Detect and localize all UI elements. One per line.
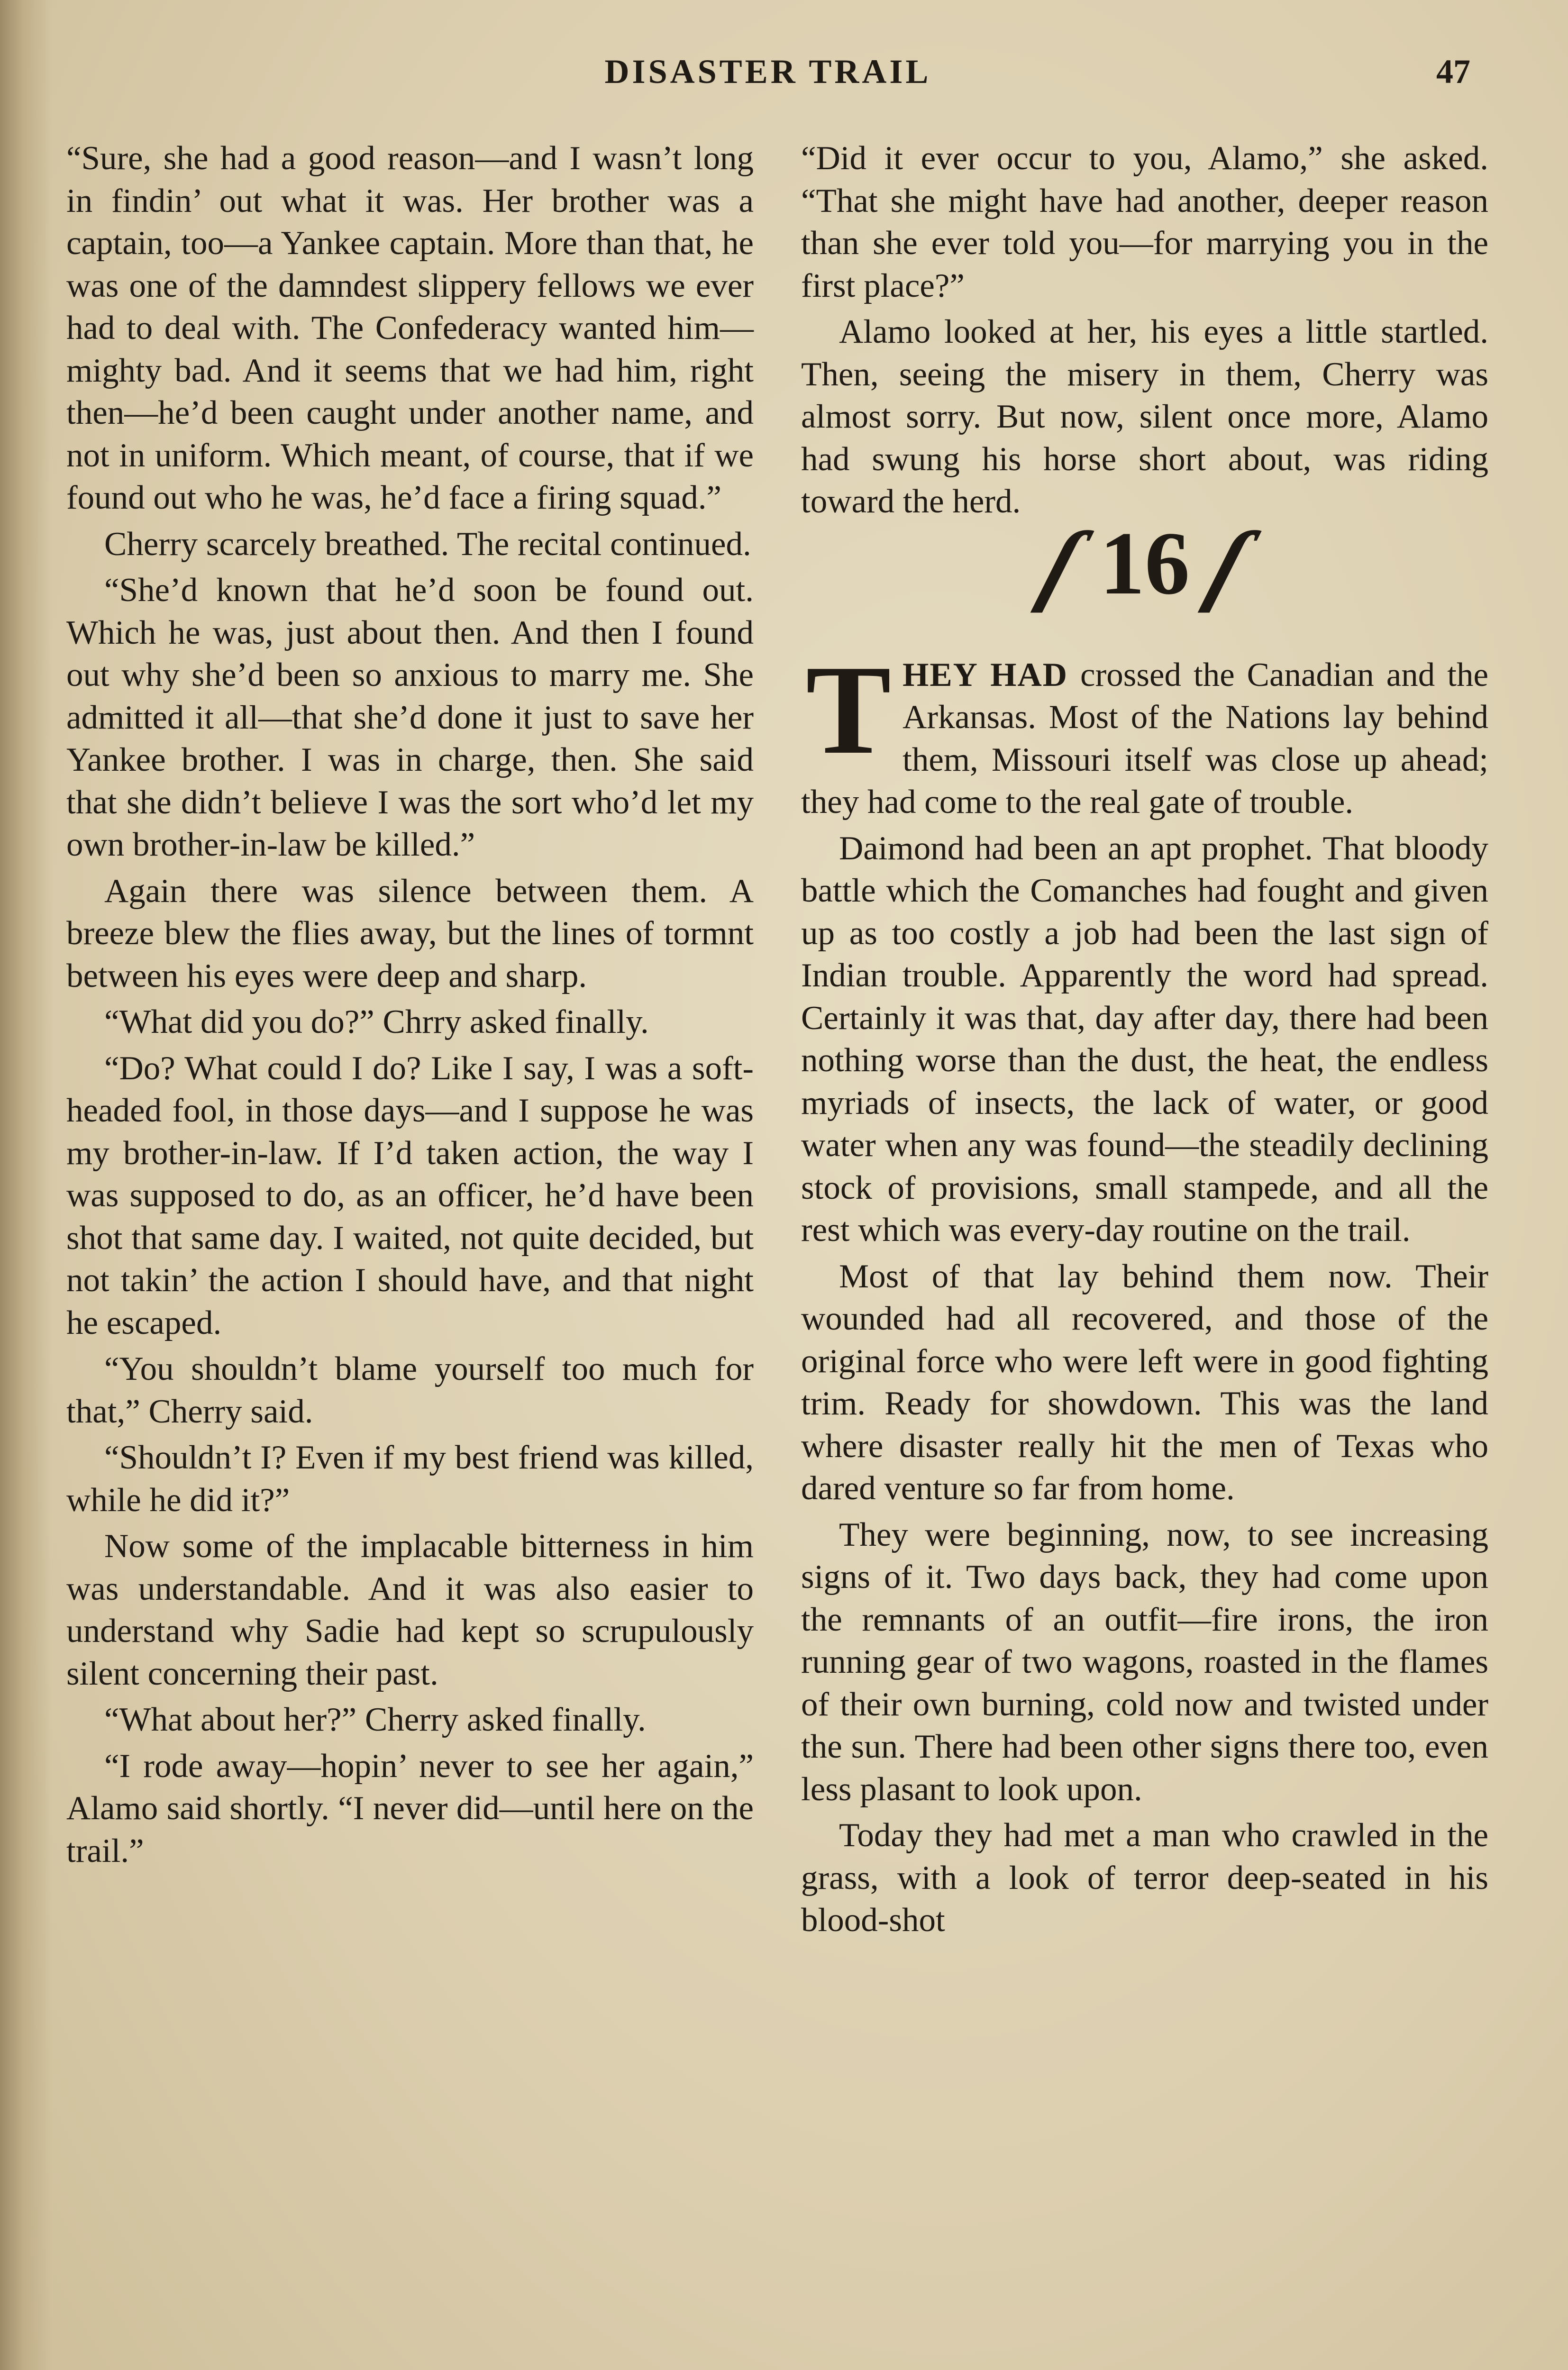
chapter-opening-paragraph bbox=[801, 638, 1489, 824]
paragraph: “Shouldn’t I? Even if my best friend was killed, while he did it?” bbox=[66, 1439, 754, 1519]
paragraph: “Do? What could I do? Like I say, I was a soft-headed fool, in those days—and I suppose he was my brother-in-law. If I’d taken action, the way I was supposed to do, as an officer, he’d have been shot that same day. I waited, not quite decided, but not takin’ the action I should have, and that night he escaped. bbox=[66, 1049, 754, 1341]
paragraph: Cherry scarcely breathed. The recital continued. bbox=[104, 525, 751, 563]
paragraph: “You shouldn’t blame yourself too much for that,” Cherry said. bbox=[66, 1350, 754, 1430]
paragraph: Again there was silence between them. A breeze blew the flies away, but the lines of tormnt between his eyes were deep and sharp. bbox=[66, 872, 754, 994]
right-column bbox=[801, 137, 1488, 1946]
paragraph: “I rode away—hopin’ never to see her again,” Alamo said shortly. “I never did—until here on the trail.” bbox=[66, 1747, 754, 1869]
chapter-heading bbox=[801, 514, 1488, 635]
page-gutter-shadow bbox=[0, 0, 52, 2370]
paragraph: Today they had met a man who crawled in the grass, with a look of terror deep-seated in his blood-shot bbox=[801, 1817, 1488, 1939]
paragraph: “Sure, she had a good reason—and I wasn’t long in findin’ out what it was. Her brother was a captain, too—a Yankee captain. More than that, he was one of the damndest slippery fellows we ever had to deal with. The Confederacy wanted him—mighty bad. And it seems that we had him, right then—he’d been caught under another name, and not in uniform. Which meant, of course, that if we found out who he was, he’d face a firing squad.” bbox=[66, 140, 754, 516]
paragraph: “What did you do?” Chrry asked finally. bbox=[104, 1003, 649, 1040]
page-number: 47 bbox=[1436, 53, 1470, 91]
left-column bbox=[66, 137, 754, 1876]
running-title: DISASTER TRAIL bbox=[604, 53, 931, 91]
paragraph: Alamo looked at her, his eyes a little startled. Then, seeing the misery in them, Cherry was almost sorry. But now, silent once more, Alamo had swung his horse short about, was riding toward the herd. bbox=[801, 313, 1488, 520]
running-header bbox=[0, 47, 1568, 100]
paragraph: Most of that lay behind them now. Their wounded had all recovered, and those of the original force who were left were in good fighting trim. Ready for showdown. This was the land where disaster really hit the men of Texas who dared venture so far from home. bbox=[801, 1258, 1488, 1507]
opening-text: crossed the Canadian and the Arkansas. Most of the Nations lay behind them, Missouri itself was close up ahead; they had come to the real gate of trouble. bbox=[801, 656, 1489, 820]
drop-cap: T bbox=[806, 638, 892, 781]
chapter-number: 16 bbox=[1100, 514, 1190, 614]
opening-caps: HEY HAD bbox=[903, 656, 1068, 693]
paragraph: Now some of the implacable bitterness in him was understandable. And it was also easier to understand why Sadie had kept so scrupulously silent concerning their past. bbox=[66, 1528, 754, 1692]
paragraph: “What about her?” Cherry asked finally. bbox=[104, 1701, 646, 1738]
ornament-swash-right-icon: ſ bbox=[1197, 514, 1260, 614]
paragraph: “Did it ever occur to you, Alamo,” she asked. “That she might have had another, deeper reason than she ever told you—for marrying you in the first place?” bbox=[801, 140, 1488, 304]
paragraph: “She’d known that he’d soon be found out. Which he was, just about then. And then I found out why she’d been so anxious to marry me. She admitted it all—that she’d done it just to save her Yankee brother. I was in charge, then. She said that she didn’t believe I was the sort who’d let my own brother-in-law be killed.” bbox=[66, 572, 754, 863]
paragraph: They were beginning, now, to see increasing signs of it. Two days back, they had come upon the remnants of an outfit—fire irons, the iron running gear of two wagons, roasted in the flames of their own burning, cold now and twisted under the sun. There had been other signs there too, even less plasant to look upon. bbox=[801, 1516, 1488, 1808]
ornament-swash-left-icon: ſ bbox=[1030, 514, 1093, 614]
paragraph: Daimond had been an apt prophet. That bloody battle which the Comanches had fought and given up as too costly a job had been the last sign of Indian trouble. Apparently the word had spread. Certainly it was that, day after day, there had been nothing worse than the dust, the heat, the endless myriads of insects, the lack of water, or good water when any was found—the steadily declining stock of provisions, small stampede, and all the rest which was every-day routine on the trail. bbox=[801, 830, 1488, 1249]
